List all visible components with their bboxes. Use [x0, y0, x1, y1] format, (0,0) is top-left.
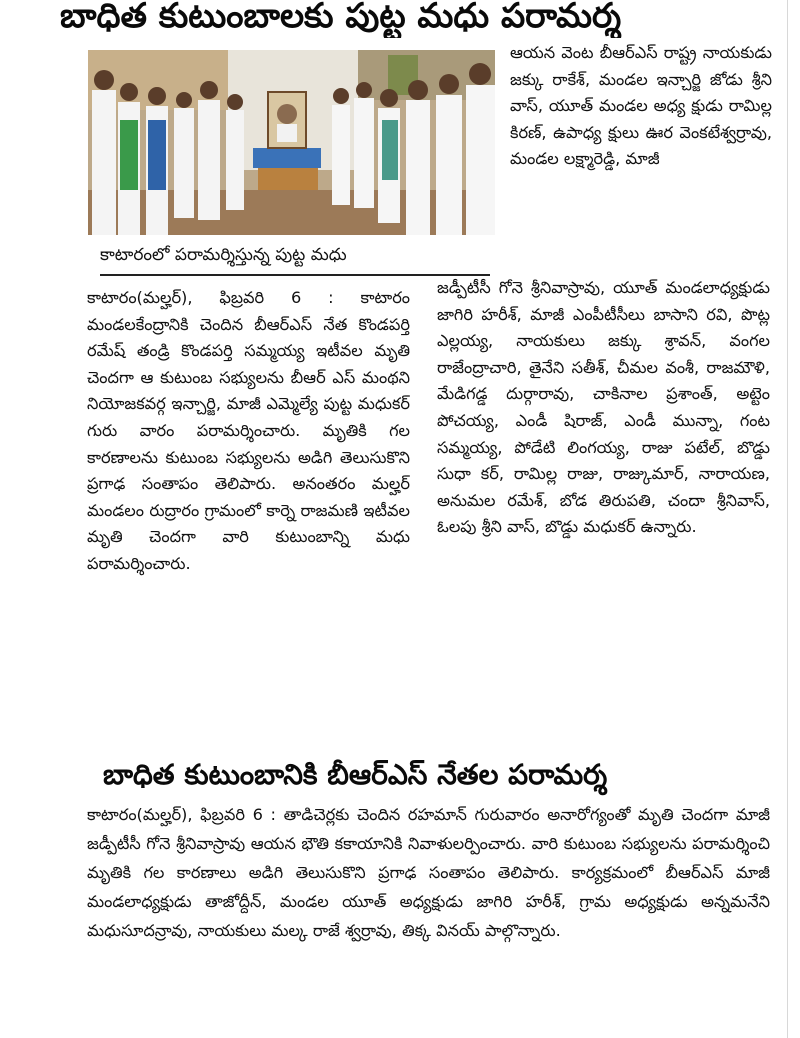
story1-right-bottom-column [437, 275, 770, 750]
headline-top: బాధిత కుటుంబాలకు పుట్ట మధు పరామర్శ [60, 0, 622, 36]
story1-right-bottom-text: జడ్పీటీసీ గోనె శ్రీనివాస్రావు, యూత్ మండలాధ్యక్షుడు జాగిరి హరీశ్, మాజీ ఎంపీటీసీలు బాసాని రవి, పొట్ల ఎల్లయ్య, నాయకులు జక్కు శ్రావన్, వంగల రాజేంద్రాచారి, తైనేని సతీశ్, చీమల వంశీ, రాజమౌళి, మేడిగడ్డ దుర్గారావు, చాకినాల ప్రశాంత్, అట్టెం పోచయ్య, ఎండీ షిరాజ్, ఎండీ మున్నా, గంట సమ్మయ్య, పోడేటి లింగయ్య, రాజు పటేల్, బొడ్డు సుధా కర్, రామిల్ల రాజు, రాజ్కుమార్, నారాయణ, అనుమల రమేశ్, బోడ తిరుపతి, చందా శ్రీనివాస్, ఓలపు శ్రీని వాస్, బొడ్డు మధుకర్ ఉన్నారు. [437, 278, 770, 537]
story1-left-text: కాటారం(మల్హర్), ఫిబ్రవరి 6 : కాటారం మండలకేంద్రానికి చెందిన బీఆర్ఎస్ నేత కొండపర్తి రమేష్ తండ్రి కొండపర్తి సమ్మయ్య ఇటీవల మృతి చెందగా ఆ కుటుంబ సభ్యులను బీఆర్ ఎస్ మంథని నియోజకవర్గ ఇన్చార్జి, మాజీ ఎమ్మెల్యే పుట్ట మధుకర్ గురు వారం పరామర్శించారు. మృతికి గల కారణాలను కుటుంబ సభ్యులను అడిగి తెలుసుకొని ప్రగాఢ సంతాపం తెలిపారు. అనంతరం మల్హర్ మండలం రుద్రారం గ్రామంలో కార్నె రాజమణి ఇటీవల మృతి చెందగా వారి కుటుంబాన్ని మధు పరామర్శించారు. [87, 288, 410, 573]
photo-illustration [88, 50, 495, 235]
story1-right-top-column [510, 40, 772, 275]
story1-right-top-text: ఆయన వెంట బీఆర్ఎస్ రాష్ట్ర నాయకుడు జక్కు రాకేశ్, మండల ఇన్చార్జి జోడు శ్రీని వాస్, యూత్ మండల అధ్య క్షుడు రామిల్ల కిరణ్, ఉపాధ్య క్షులు ఊర వెంకటేశ్వర్రావు, మండల లక్ష్మారెడ్డి, మాజీ [510, 43, 772, 169]
story2-body [87, 800, 770, 1038]
headline-second: బాధిత కుటుంబానికి బీఆర్ఎస్ నేతల పరామర్శ [103, 758, 608, 791]
page-edge-divider [787, 0, 788, 1038]
story2-text: కాటారం(మల్హర్), ఫిబ్రవరి 6 : తాడిచెర్లకు చెందిన రహమాన్ గురువారం అనారోగ్యంతో మృతి చెందగా మాజీ జడ్పీటీసీ గోనె శ్రీనివాస్రావు ఆయన భౌతి కకాయానికి నివాళులర్పించారు. వారి కుటుంబ సభ్యులను పరామర్శించి మృతికి గల కారణాలు అడిగి తెలుసుకొని ప్రగాఢ సంతాపం తెలిపారు. కార్యక్రమంలో బీఆర్ఎస్ మాజీ మండలాధ్యక్షుడు తాజోద్దీన్, మండల యూత్ అధ్యక్షుడు జాగిరి హరీశ్, గ్రామ అధ్యక్షుడు అన్నమనేని మధుసూదన్రావు, నాయకులు మల్క రాజే శ్వర్రావు, తిక్క వినయ్ పాల్గొన్నారు. [87, 805, 770, 940]
news-photo [88, 50, 495, 235]
photo-caption: కాటారంలో పరామర్శిస్తున్న పుట్ట మధు [100, 240, 490, 276]
story1-left-column [87, 285, 410, 745]
